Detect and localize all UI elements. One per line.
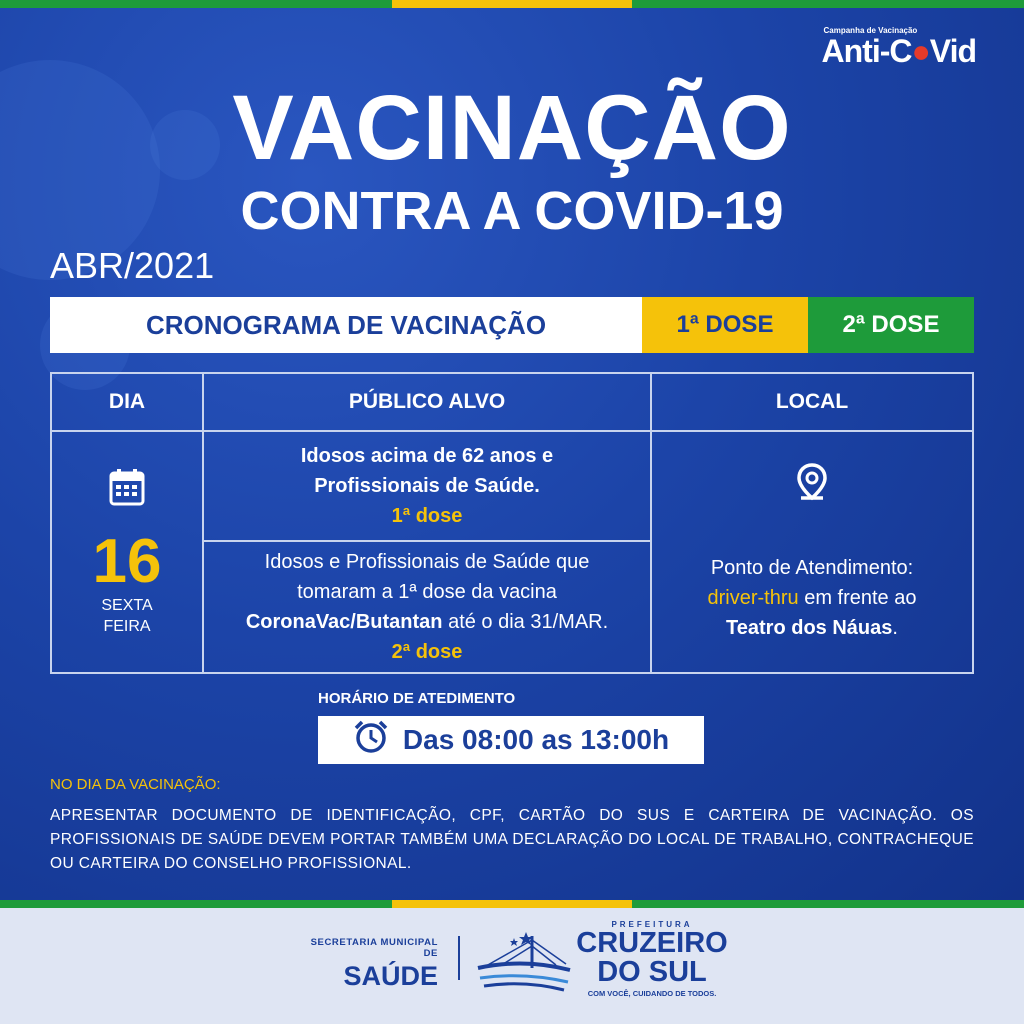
public1-line2: Profissionais de Saúde. (314, 475, 540, 497)
hours-box (318, 716, 704, 764)
dose2-legend: 2ª DOSE (808, 297, 974, 353)
day-number: 16 (92, 526, 162, 596)
schedule-table (50, 372, 974, 674)
table-row (51, 431, 973, 541)
notice-text: APRESENTAR DOCUMENTO DE IDENTIFICAÇÃO, CPF, CARTÃO DO SUS E CARTEIRA DE VACINAÇÃO. OS PROFISSIONAIS DE SAÚDE DEVEM PORTAR TAMBÉM UMA DECLARAÇÃO DO LOCAL DE TRABALHO, CONTRACHEQUE OU CARTEIRA DO CONSELHO PROFISSIONAL. (50, 807, 974, 872)
prefeitura-logo (572, 920, 732, 998)
public2-line2: tomaram a 1ª dose da vacina (297, 581, 557, 603)
schedule-banner (50, 297, 974, 353)
saude-label: SAÚDE (343, 961, 438, 991)
calendar-icon (52, 468, 202, 511)
public2-line1: Idosos e Profissionais de Saúde que (264, 551, 590, 573)
public1-line1: Idosos acima de 62 anos e (300, 445, 554, 467)
secretaria-logo (294, 937, 438, 993)
logo-subtitle: Campanha de Vacinação (823, 26, 918, 35)
local-cell (651, 431, 973, 673)
public1-dose: 1ª dose (391, 505, 463, 527)
month-label: ABR/2021 (50, 245, 215, 286)
prefeitura-label: PREFEITURA (611, 920, 693, 929)
hours-label: HORÁRIO DE ATEDIMENTO (318, 690, 516, 707)
bottom-color-stripe (0, 900, 1024, 908)
sub-title: CONTRA A COVID-19 (240, 181, 784, 241)
local-line2: driver-thru em frente ao (707, 586, 917, 609)
location-pin-icon (652, 462, 972, 513)
dose1-legend: 1ª DOSE (642, 297, 808, 353)
top-color-stripe (0, 0, 1024, 8)
main-title: VACINAÇÃO (232, 77, 792, 179)
city-name-line2: DO SUL (597, 956, 707, 988)
table-header-row (51, 373, 973, 431)
logo-title: Anti-C●Vid (821, 33, 976, 69)
local-line1: Ponto de Atendimento: (710, 556, 914, 579)
notice-title: NO DIA DA VACINAÇÃO: (50, 776, 221, 793)
city-name-line1: CRUZEIRO (576, 927, 728, 959)
slogan: COM VOCÊ, CUIDANDO DE TODOS. (587, 989, 717, 998)
anti-covid-logo (822, 26, 977, 67)
public-dose1-cell (203, 431, 651, 541)
secretaria-label: SECRETARIA MUNICIPAL DE (310, 937, 438, 959)
weekday-line2: FEIRA (103, 617, 151, 635)
weekday-line1: SEXTA (101, 596, 153, 614)
header-day: DIA (51, 373, 203, 431)
header-public: PÚBLICO ALVO (203, 373, 651, 431)
header-local: LOCAL (651, 373, 973, 431)
virus-icon: ● (911, 33, 930, 69)
public2-line3: CoronaVac/Butantan até o dia 31/MAR. (245, 611, 609, 633)
public2-dose: 2ª dose (391, 641, 463, 663)
footer-divider (458, 936, 460, 980)
alarm-clock-icon (353, 719, 403, 762)
bridge-logo-icon (476, 928, 572, 999)
hours-value: Das 08:00 as 13:00h (402, 724, 670, 755)
day-cell (51, 431, 203, 673)
schedule-banner-label: CRONOGRAMA DE VACINAÇÃO (50, 297, 642, 353)
public-dose2-cell (203, 541, 651, 673)
local-line3: Teatro dos Náuas. (726, 616, 898, 639)
